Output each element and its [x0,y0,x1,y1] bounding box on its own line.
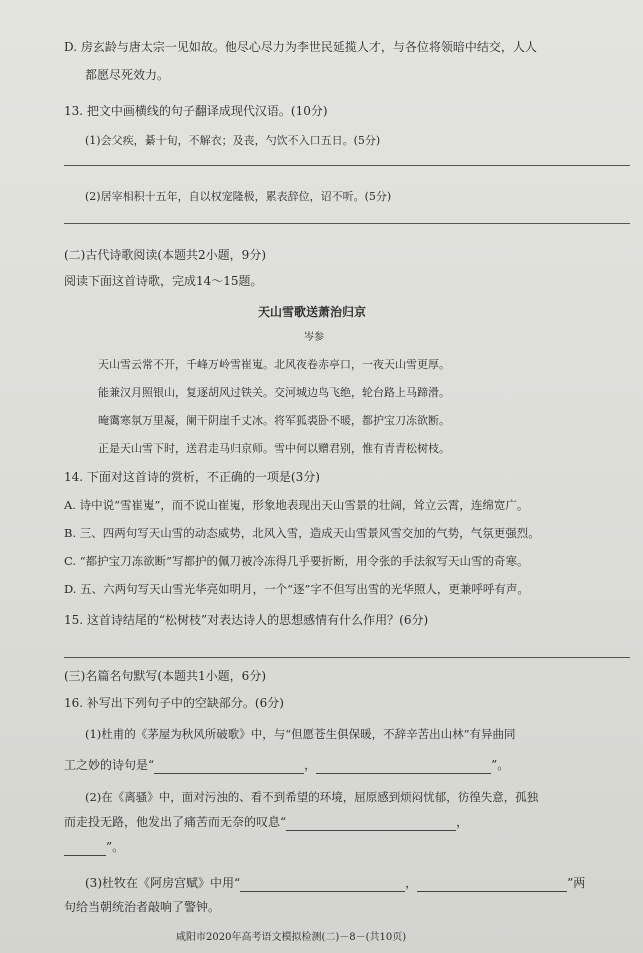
poem-line: 正是天山雪下时，送君走马归京师。雪中何以赠君别，惟有青青松树枝。 [98,442,450,455]
q16-item1-end: ”。 [491,758,510,772]
q16-item1-blank-2[interactable] [316,760,491,774]
q13-stem: 13. 把文中画横线的句子翻译成现代汉语。(10分) [64,104,328,118]
q16-item2-prefix: 而走投无路，他发出了痛苦而无奈的叹息“ [64,815,287,829]
q16-stem: 16. 补写出下列句子中的空缺部分。(6分) [64,696,284,710]
q14-option-c: C. “都护宝刀冻欲断”写都护的佩刀被冷冻得几乎要折断，用令张的手法叙写天山雪的奇寒。 [64,554,529,568]
q16-item2-line1: (2)在《离骚》中，面对污浊的、看不到希望的环境，屈原感到烦闷忧郁，彷徨失意，孤独 [85,790,539,804]
q16-item2-line3 [64,838,124,856]
q14-option-d: D. 五、六两句写天山雪光华亮如明月，一个“逐”字不但写出雪的光华照人，更兼呼呼有声。 [64,582,529,596]
q16-item3-line2: 句给当朝统治者敲响了警钟。 [64,900,221,914]
q16-item2-blank-2[interactable] [64,842,106,856]
q16-item3-separator: ， [405,876,418,890]
q12-option-d-line1: D. 房玄龄与唐太宗一见如故。他尽心尽力为李世民延揽人才，与各位将领暗中结交，人人 [64,40,537,54]
q16-item1-line1: (1)杜甫的《茅屋为秋风所破歌》中，与“但愿苍生俱保暖，不辞辛苦出山林”有异曲同 [85,727,516,741]
q14-option-b: B. 三、四两句写天山雪的动态威势，北风入雪，造成天山雪景风雪交加的气势，气氛更强烈。 [64,526,540,540]
section2-heading: (二)古代诗歌阅读(本题共2小题，9分) [64,248,266,262]
q16-item2-blank-1[interactable] [286,817,456,831]
q14-stem: 14. 下面对这首诗的赏析，不正确的一项是(3分) [64,470,320,484]
q16-item1-line2 [64,756,509,774]
q16-item3-blank-2[interactable] [417,878,567,892]
q16-item2-end: ”。 [106,840,125,854]
q16-item1-prefix: 工之妙的诗句是“ [64,758,155,772]
q16-item3-blank-1[interactable] [240,878,405,892]
poem-line: 天山雪云常不开，千峰万岭雪崔嵬。北风夜卷赤亭口，一夜天山雪更厚。 [98,358,450,371]
q16-item1-separator: ， [304,758,317,772]
poem-author: 岑参 [304,332,324,343]
q16-item3-prefix: (3)杜牧在《阿房宫赋》中用“ [85,876,241,890]
section3-heading: (三)名篇名句默写(本题共1小题，6分) [64,669,266,683]
q12-option-d-line2: 都愿尽死效力。 [85,68,170,82]
poem-line: 能兼汉月照银山，复逐胡风过铁关。交河城边鸟飞绝，轮台路上马蹄滑。 [98,386,450,399]
q15-answer-line[interactable] [64,657,630,658]
q15-stem: 15. 这首诗结尾的“松树枝”对表达诗人的思想感情有什么作用？(6分) [64,613,429,627]
q13-item1: (1)会父疾，綦十旬，不解衣；及丧，勺饮不入口五日。(5分) [85,134,381,147]
poem-line: 晻霭寒氛万里凝，阑干阴崖千丈冰。将军狐裘卧不暖，都护宝刀冻欲断。 [98,414,450,427]
section2-instruction: 阅读下面这首诗歌，完成14～15题。 [64,274,263,288]
q16-item2-line2 [64,813,468,831]
q13-answer-line-2[interactable] [64,223,630,224]
q16-item2-separator: ， [456,815,469,829]
q13-item2: (2)居宰相积十五年，自以权宠隆极，累表辞位，诏不听。(5分) [85,190,392,203]
poem-title: 天山雪歌送萧治归京 [258,305,367,319]
q13-answer-line-1[interactable] [64,165,630,166]
q16-item3-line1 [85,874,585,892]
q16-item1-blank-1[interactable] [154,760,304,774]
q14-option-a: A. 诗中说“雪崔嵬”，而不说山崔嵬，形象地表现出天山雪景的壮阔，耸立云霄，连绵宽广。 [64,498,529,512]
q16-item3-end: ”两 [567,876,586,890]
page-footer: 咸阳市2020年高考语文模拟检测(二)－8－(共10页) [176,932,407,943]
